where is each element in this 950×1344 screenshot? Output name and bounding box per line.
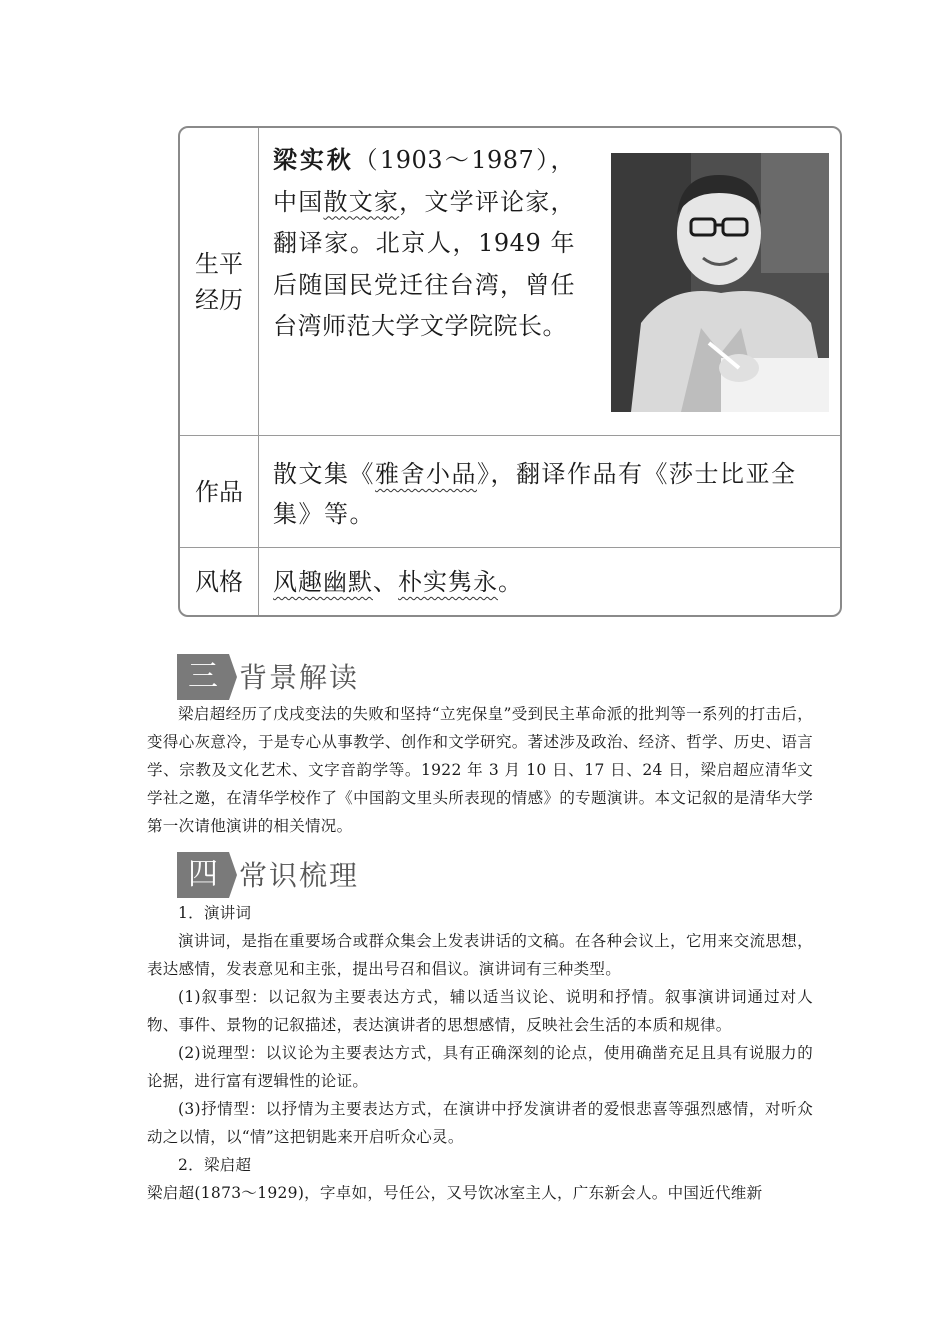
item-heading: 2．梁启超 [178, 1156, 252, 1174]
style-text [273, 562, 828, 602]
section-number-badge: 三 [177, 654, 229, 700]
section-header-background [177, 654, 417, 700]
background-paragraph: 梁启超经历了戊戌变法的失败和坚持“立宪保皇”受到民主革命派的批判等一系列的打击后，变得心灰意冷，于是专心从事教学、创作和文学研究。著述涉及政治、经济、哲学、历史、语言学、宗教及文化艺术、文字音韵学等。1922 年 3 月 10 日、17 日、24 日，梁启超应清华文学社之邀，在清华学校作了《中国韵文里头所表现的情感》的专题演讲。本文记叙的是清华大学第一次请他演讲的相关情况。 [147, 705, 813, 835]
liang-qichao-paragraph: 梁启超(1873～1929)，字卓如，号任公，又号饮冰室主人，广东新会人。中国近代维新 [147, 1184, 763, 1202]
row-content [259, 548, 840, 616]
section-header-knowledge [177, 852, 417, 898]
portrait-illustration [611, 153, 829, 412]
works-text [273, 454, 828, 534]
marked-keyword: 朴实隽永 [398, 568, 498, 596]
biography-text [273, 140, 575, 348]
section-title: 背景解读 [239, 661, 360, 694]
section-number-badge: 四 [177, 852, 229, 898]
speech-definition-paragraph: 演讲词，是指在重要场合或群众集会上发表讲话的文稿。在各种会议上，它用来交流思想，表达感情，发表意见和主张，提出号召和倡议。演讲词有三种类型。 [147, 932, 813, 978]
section-title: 常识梳理 [239, 859, 360, 892]
punctuation: 。 [498, 568, 523, 596]
table-row-biography [180, 128, 840, 435]
row-label [180, 548, 259, 616]
row-content [259, 436, 840, 548]
row-label [180, 436, 259, 548]
label-text: 风格 [195, 568, 243, 596]
row-label [180, 128, 259, 435]
speech-type-argumentative: (2)说理型：以议论为主要表达方式，具有正确深刻的论点，使用确凿充足且具有说服力的论据，进行富有逻辑性的论证。 [147, 1044, 813, 1090]
label-line: 经历 [195, 285, 243, 314]
marked-keyword: 雅舍小品 [375, 460, 477, 488]
label-text: 作品 [195, 478, 243, 506]
table-row-style [180, 547, 840, 616]
marked-keyword: 风趣幽默 [273, 568, 373, 596]
row-content [259, 128, 840, 435]
bio-text-part: ，文学评论家，翻译家。北京人，1949 年后随国民党迁往台湾，曾任台湾师范大学文学院院长。 [273, 187, 576, 340]
author-portrait-image [611, 153, 829, 412]
author-info-table [178, 126, 842, 617]
works-text-part: 散文集《 [273, 460, 375, 488]
item-heading: 1．演讲词 [178, 904, 252, 922]
author-name: 梁实秋 [273, 146, 354, 174]
label-line: 生平 [195, 249, 243, 278]
table-row-works [180, 435, 840, 548]
speech-type-narrative: (1)叙事型：以记叙为主要表达方式，辅以适当议论、说明和抒情。叙事演讲词通过对人物、事件、景物的记叙描述，表达演讲者的思想感情，反映社会生活的本质和规律。 [147, 988, 813, 1034]
marked-keyword: 散文家 [323, 187, 400, 216]
bio-text-part: （1903～1987），中国 [273, 146, 576, 216]
separator: 、 [373, 568, 398, 596]
speech-type-lyrical: (3)抒情型：以抒情为主要表达方式，在演讲中抒发演讲者的爱恨悲喜等强烈感情，对听众动之以情，以“情”这把钥匙来开启听众心灵。 [147, 1100, 813, 1146]
works-text-part: 》，翻译作品有《莎士比亚全集》等。 [273, 460, 797, 528]
